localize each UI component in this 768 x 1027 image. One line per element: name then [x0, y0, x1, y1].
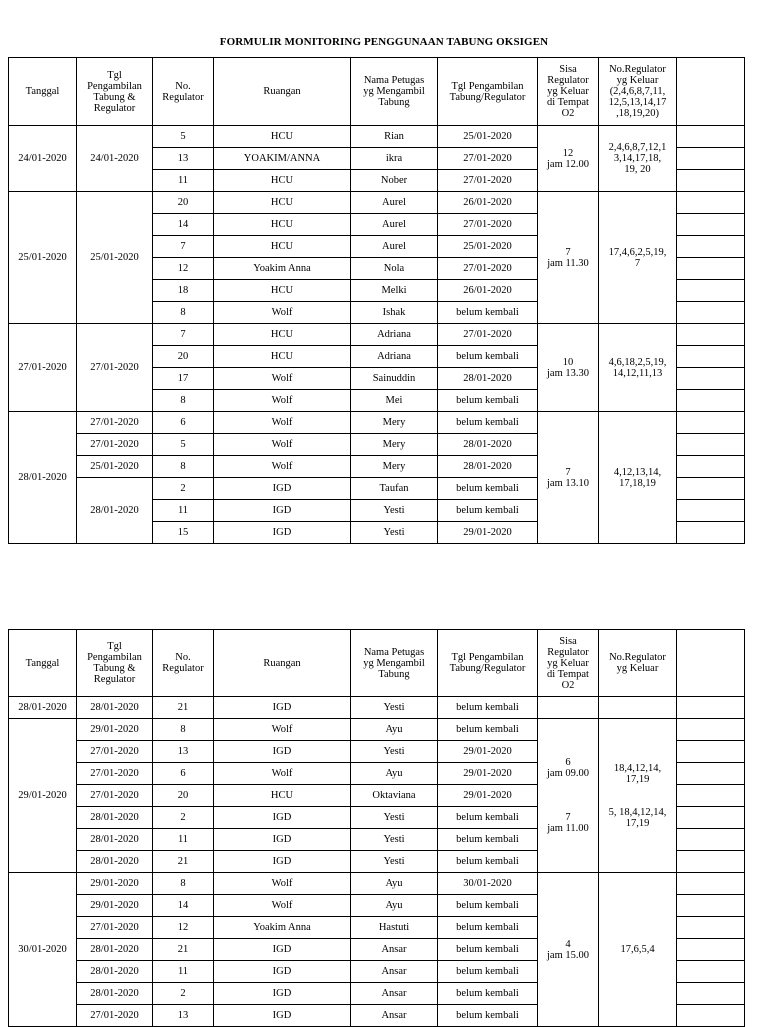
- table-cell: Mery: [351, 456, 438, 478]
- table-cell: IGD: [214, 983, 351, 1005]
- table-cell: 20: [153, 346, 214, 368]
- table-cell: 27/01-2020: [9, 324, 77, 412]
- table-cell: IGD: [214, 829, 351, 851]
- table-cell: 29/01-2020: [77, 719, 153, 741]
- form-title: FORMULIR MONITORING PENGGUNAAN TABUNG OKSIGEN: [219, 36, 549, 48]
- table-cell: 29/01-2020: [77, 895, 153, 917]
- table-cell: [677, 741, 745, 763]
- table-cell: belum kembali: [438, 302, 538, 324]
- table-cell: 11: [153, 500, 214, 522]
- table-cell: 25/01-2020: [438, 126, 538, 148]
- table-cell: 14: [153, 895, 214, 917]
- column-header: Tgl Pengambilan Tabung/Regulator: [438, 58, 538, 126]
- table-cell: 29/01-2020: [77, 873, 153, 895]
- table-cell: 11: [153, 829, 214, 851]
- column-header: No. Regulator: [153, 630, 214, 697]
- table-cell: HCU: [214, 324, 351, 346]
- table-cell: HCU: [214, 785, 351, 807]
- table-cell: Taufan: [351, 478, 438, 500]
- table-cell: Wolf: [214, 368, 351, 390]
- table-cell: [677, 785, 745, 807]
- table-cell: Hastuti: [351, 917, 438, 939]
- table-cell: belum kembali: [438, 1005, 538, 1027]
- table-cell: 21: [153, 697, 214, 719]
- table-cell: Yesti: [351, 807, 438, 829]
- table-cell: 8: [153, 873, 214, 895]
- table-cell: [677, 456, 745, 478]
- table-cell: Oktaviana: [351, 785, 438, 807]
- table-cell: 25/01-2020: [77, 192, 153, 324]
- table-body: [9, 126, 745, 544]
- table-cell: 4 jam 15.00: [538, 873, 599, 1027]
- table-cell: Ayu: [351, 873, 438, 895]
- table-cell: 24/01-2020: [77, 126, 153, 192]
- column-header: Ruangan: [214, 58, 351, 126]
- table-cell: Aurel: [351, 214, 438, 236]
- table-cell: 28/01-2020: [438, 456, 538, 478]
- table-cell: belum kembali: [438, 412, 538, 434]
- table-cell: Adriana: [351, 324, 438, 346]
- table-cell: Ayu: [351, 763, 438, 785]
- table-cell: 27/01-2020: [77, 1005, 153, 1027]
- table-row: [9, 324, 745, 346]
- table-cell: HCU: [214, 214, 351, 236]
- table-cell: Yesti: [351, 522, 438, 544]
- table-cell: 6: [153, 763, 214, 785]
- table-cell: 27/01-2020: [77, 434, 153, 456]
- table-cell: belum kembali: [438, 983, 538, 1005]
- table-cell: 28/01-2020: [9, 412, 77, 544]
- table-cell: 2: [153, 478, 214, 500]
- table-cell: [677, 829, 745, 851]
- table-cell: HCU: [214, 280, 351, 302]
- table-cell: 27/01-2020: [438, 148, 538, 170]
- table-cell: belum kembali: [438, 500, 538, 522]
- table-cell: 28/01-2020: [77, 983, 153, 1005]
- table-cell: [677, 961, 745, 983]
- table-cell: [677, 236, 745, 258]
- table-cell: YOAKIM/ANNA: [214, 148, 351, 170]
- table-cell: belum kembali: [438, 697, 538, 719]
- table-cell: 27/01-2020: [438, 258, 538, 280]
- table-cell: Yesti: [351, 851, 438, 873]
- table-cell: 29/01-2020: [438, 763, 538, 785]
- table-cell: [677, 302, 745, 324]
- table-cell: Aurel: [351, 236, 438, 258]
- table-cell: 28/01-2020: [77, 939, 153, 961]
- table-cell: [677, 280, 745, 302]
- table-cell: Wolf: [214, 719, 351, 741]
- table-cell: IGD: [214, 500, 351, 522]
- table-cell: HCU: [214, 236, 351, 258]
- table-cell: belum kembali: [438, 917, 538, 939]
- column-header: No. Regulator: [153, 58, 214, 126]
- table-cell: Yesti: [351, 741, 438, 763]
- table-cell: IGD: [214, 851, 351, 873]
- table-cell: Nober: [351, 170, 438, 192]
- table-cell: Yoakim Anna: [214, 258, 351, 280]
- table-cell: 27/01-2020: [77, 763, 153, 785]
- table-cell: belum kembali: [438, 829, 538, 851]
- table-row: [9, 697, 745, 719]
- table-cell: [677, 807, 745, 829]
- table-cell: Melki: [351, 280, 438, 302]
- table-cell: 27/01-2020: [438, 214, 538, 236]
- table-body: [9, 697, 745, 1027]
- table-cell: [677, 939, 745, 961]
- table-cell: 11: [153, 961, 214, 983]
- table-cell: 27/01-2020: [77, 917, 153, 939]
- table-cell: [599, 697, 677, 719]
- table-row: [9, 412, 745, 434]
- table-cell: 25/01-2020: [438, 236, 538, 258]
- table-cell: belum kembali: [438, 807, 538, 829]
- table-cell: [677, 434, 745, 456]
- table-cell: 2,4,6,8,7,12,1 3,14,17,18, 19, 20: [599, 126, 677, 192]
- column-header: No.Regulator yg Keluar: [599, 630, 677, 697]
- table-cell: 17,6,5,4: [599, 873, 677, 1027]
- table-cell: [677, 324, 745, 346]
- table-cell: 8: [153, 719, 214, 741]
- table-cell: Ishak: [351, 302, 438, 324]
- table-cell: [677, 368, 745, 390]
- column-header: No.Regulator yg Keluar (2,4,6,8,7,11, 12,5,13,14,17 ,18,19,20): [599, 58, 677, 126]
- table-cell: HCU: [214, 170, 351, 192]
- table-cell: Nola: [351, 258, 438, 280]
- table-cell: 24/01-2020: [9, 126, 77, 192]
- table-cell: IGD: [214, 961, 351, 983]
- column-header: Nama Petugas yg Mengambil Tabung: [351, 58, 438, 126]
- table-cell: 30/01-2020: [9, 873, 77, 1027]
- table-cell: Wolf: [214, 412, 351, 434]
- table-cell: 6 jam 09.00 7 jam 11.00: [538, 719, 599, 873]
- table-cell: belum kembali: [438, 851, 538, 873]
- table-cell: 12: [153, 917, 214, 939]
- table-row: [9, 126, 745, 148]
- table-cell: Rian: [351, 126, 438, 148]
- table-cell: [538, 697, 599, 719]
- table-cell: Wolf: [214, 390, 351, 412]
- table-cell: belum kembali: [438, 939, 538, 961]
- table-cell: 29/01-2020: [438, 741, 538, 763]
- table-cell: 8: [153, 456, 214, 478]
- table-cell: [677, 126, 745, 148]
- table-cell: 28/01-2020: [77, 851, 153, 873]
- table-cell: [677, 170, 745, 192]
- table-cell: Ansar: [351, 961, 438, 983]
- table-cell: [677, 873, 745, 895]
- table-cell: [677, 412, 745, 434]
- table-cell: IGD: [214, 697, 351, 719]
- table-cell: ikra: [351, 148, 438, 170]
- table-cell: Wolf: [214, 456, 351, 478]
- table-cell: 28/01-2020: [77, 697, 153, 719]
- table-cell: Mei: [351, 390, 438, 412]
- table-header-row: [9, 630, 745, 697]
- table-cell: 28/01-2020: [77, 829, 153, 851]
- table-cell: [677, 1005, 745, 1027]
- table-row: [9, 873, 745, 895]
- table-cell: 4,12,13,14, 17,18,19: [599, 412, 677, 544]
- column-header: Ruangan: [214, 630, 351, 697]
- table-cell: 5: [153, 434, 214, 456]
- table-cell: 29/01-2020: [9, 719, 77, 873]
- table-cell: 13: [153, 148, 214, 170]
- table-cell: belum kembali: [438, 961, 538, 983]
- table-cell: 10 jam 13.30: [538, 324, 599, 412]
- table-cell: [677, 917, 745, 939]
- table-cell: 8: [153, 390, 214, 412]
- table-cell: 28/01-2020: [9, 697, 77, 719]
- table-cell: Yesti: [351, 829, 438, 851]
- table-cell: belum kembali: [438, 390, 538, 412]
- table-cell: HCU: [214, 346, 351, 368]
- table-cell: 25/01-2020: [9, 192, 77, 324]
- table-row: [9, 719, 745, 741]
- table-cell: Ansar: [351, 939, 438, 961]
- table-cell: 8: [153, 302, 214, 324]
- table-cell: 13: [153, 1005, 214, 1027]
- table-cell: Ansar: [351, 1005, 438, 1027]
- table-cell: belum kembali: [438, 719, 538, 741]
- column-header: Tanggal: [9, 58, 77, 126]
- table-cell: [677, 983, 745, 1005]
- table-cell: 27/01-2020: [77, 324, 153, 412]
- table-cell: IGD: [214, 1005, 351, 1027]
- table-cell: 4,6,18,2,5,19, 14,12,11,13: [599, 324, 677, 412]
- table-cell: [677, 192, 745, 214]
- table-cell: belum kembali: [438, 478, 538, 500]
- table-cell: 11: [153, 170, 214, 192]
- table-cell: IGD: [214, 522, 351, 544]
- table-header-row: [9, 58, 745, 126]
- table-cell: [677, 763, 745, 785]
- column-header: Tgl Pengambilan Tabung/Regulator: [438, 630, 538, 697]
- table-cell: 7 jam 11.30: [538, 192, 599, 324]
- table-cell: 28/01-2020: [77, 478, 153, 544]
- table-cell: 27/01-2020: [438, 324, 538, 346]
- table-cell: 6: [153, 412, 214, 434]
- table-cell: 20: [153, 785, 214, 807]
- table-cell: 27/01-2020: [77, 785, 153, 807]
- table-cell: Mery: [351, 412, 438, 434]
- table-cell: Adriana: [351, 346, 438, 368]
- table-cell: HCU: [214, 192, 351, 214]
- table-cell: 18: [153, 280, 214, 302]
- column-header: Tgl Pengambilan Tabung & Regulator: [77, 630, 153, 697]
- column-header: Sisa Regulator yg Keluar di Tempat O2: [538, 58, 599, 126]
- table-cell: IGD: [214, 939, 351, 961]
- table-cell: Ayu: [351, 895, 438, 917]
- table-cell: Wolf: [214, 434, 351, 456]
- table-cell: [677, 390, 745, 412]
- table-cell: [677, 148, 745, 170]
- table-cell: 17,4,6,2,5,19, 7: [599, 192, 677, 324]
- table-cell: 28/01-2020: [438, 434, 538, 456]
- table-cell: Yoakim Anna: [214, 917, 351, 939]
- table-cell: IGD: [214, 478, 351, 500]
- table-cell: 7: [153, 236, 214, 258]
- table-cell: [677, 851, 745, 873]
- table-cell: 21: [153, 939, 214, 961]
- table-cell: Ansar: [351, 983, 438, 1005]
- table-cell: 29/01-2020: [438, 785, 538, 807]
- table-cell: 26/01-2020: [438, 280, 538, 302]
- column-header: [677, 58, 745, 126]
- table-cell: IGD: [214, 807, 351, 829]
- table-cell: 12: [153, 258, 214, 280]
- table-cell: 28/01-2020: [77, 961, 153, 983]
- table-cell: [677, 697, 745, 719]
- table-cell: [677, 522, 745, 544]
- table-cell: Yesti: [351, 500, 438, 522]
- table-cell: 25/01-2020: [77, 456, 153, 478]
- table-cell: 28/01-2020: [438, 368, 538, 390]
- table-cell: Yesti: [351, 697, 438, 719]
- table-cell: 27/01-2020: [77, 741, 153, 763]
- table-cell: 21: [153, 851, 214, 873]
- table-cell: 26/01-2020: [438, 192, 538, 214]
- table-cell: 17: [153, 368, 214, 390]
- monitoring-table-1: [8, 57, 745, 544]
- table-cell: [677, 478, 745, 500]
- table-cell: 29/01-2020: [438, 522, 538, 544]
- column-header: Tanggal: [9, 630, 77, 697]
- table-cell: 18,4,12,14, 17,19 5, 18,4,12,14, 17,19: [599, 719, 677, 873]
- table-row: [9, 192, 745, 214]
- table-cell: 7 jam 13.10: [538, 412, 599, 544]
- column-header: Tgl Pengambilan Tabung & Regulator: [77, 58, 153, 126]
- table-cell: Wolf: [214, 873, 351, 895]
- table-cell: Wolf: [214, 302, 351, 324]
- table-cell: 13: [153, 741, 214, 763]
- table-cell: Sainuddin: [351, 368, 438, 390]
- table-cell: [677, 346, 745, 368]
- table-cell: 12 jam 12.00: [538, 126, 599, 192]
- table-cell: 20: [153, 192, 214, 214]
- table-cell: 28/01-2020: [77, 807, 153, 829]
- table-cell: 27/01-2020: [77, 412, 153, 434]
- table-cell: 14: [153, 214, 214, 236]
- table-cell: Wolf: [214, 763, 351, 785]
- table-cell: Aurel: [351, 192, 438, 214]
- column-header: [677, 630, 745, 697]
- table-cell: 7: [153, 324, 214, 346]
- table-cell: 5: [153, 126, 214, 148]
- table-cell: [677, 214, 745, 236]
- table-cell: belum kembali: [438, 895, 538, 917]
- table-cell: IGD: [214, 741, 351, 763]
- table-cell: belum kembali: [438, 346, 538, 368]
- table-cell: [677, 895, 745, 917]
- column-header: Sisa Regulator yg Keluar di Tempat O2: [538, 630, 599, 697]
- table-cell: 15: [153, 522, 214, 544]
- monitoring-table-2: [8, 629, 745, 1027]
- table-cell: 2: [153, 983, 214, 1005]
- table-cell: 27/01-2020: [438, 170, 538, 192]
- table-cell: Ayu: [351, 719, 438, 741]
- table-cell: 2: [153, 807, 214, 829]
- table-cell: [677, 719, 745, 741]
- table-cell: [677, 258, 745, 280]
- table-cell: [677, 500, 745, 522]
- column-header: Nama Petugas yg Mengambil Tabung: [351, 630, 438, 697]
- table-cell: 30/01-2020: [438, 873, 538, 895]
- table-cell: Mery: [351, 434, 438, 456]
- table-cell: HCU: [214, 126, 351, 148]
- table-cell: Wolf: [214, 895, 351, 917]
